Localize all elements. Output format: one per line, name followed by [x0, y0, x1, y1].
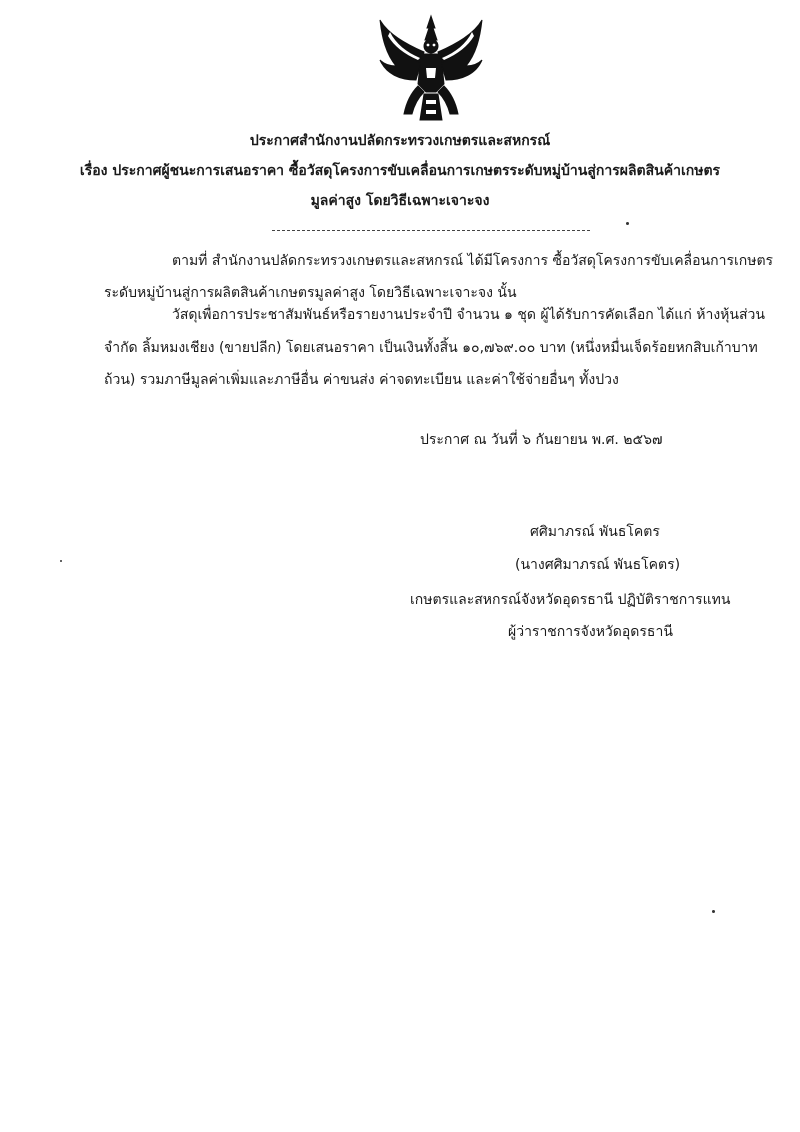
scan-speck	[626, 222, 629, 225]
body-paragraph-1-line-1: ตามที่ สำนักงานปลัดกระทรวงเกษตรและสหกรณ์ ได้มีโครงการ ซื้อวัสดุโครงการขับเคลื่อนการเกษตร	[172, 253, 774, 269]
body-paragraph-2-line-3: ถ้วน) รวมภาษีมูลค่าเพิ่มและภาษีอื่น ค่าขนส่ง ค่าจดทะเบียน และค่าใช้จ่ายอื่นๆ ทั้งปวง	[104, 372, 619, 388]
announcement-subject-continued: มูลค่าสูง โดยวิธีเฉพาะเจาะจง	[310, 193, 490, 209]
scan-speck	[60, 560, 62, 562]
announcement-subject: เรื่อง ประกาศผู้ชนะการเสนอราคา ซื้อวัสดุโครงการขับเคลื่อนการเกษตรระดับหมู่บ้านสู่การผลิตสินค้าเกษตร	[79, 163, 721, 179]
signature-position: เกษตรและสหกรณ์จังหวัดอุดรธานี ปฏิบัติราชการแทน	[410, 592, 731, 608]
garuda-emblem-icon	[376, 14, 486, 122]
body-paragraph-1-line-2: ระดับหมู่บ้านสู่การผลิตสินค้าเกษตรมูลค่าสูง โดยวิธีเฉพาะเจาะจง นั้น	[104, 285, 517, 301]
signature-on-behalf-of: ผู้ว่าราชการจังหวัดอุดรธานี	[508, 624, 673, 640]
signature-signed-name: ศศิมาภรณ์ พันธโคตร	[530, 524, 660, 540]
announcement-date: ประกาศ ณ วันที่ ๖ กันยายน พ.ศ. ๒๕๖๗	[420, 432, 663, 448]
announcement-title: ประกาศสำนักงานปลัดกระทรวงเกษตรและสหกรณ์	[249, 133, 551, 149]
header-divider	[272, 230, 590, 231]
body-paragraph-2-line-2: จำกัด ลิ้มหมงเชียง (ขายปลีก) โดยเสนอราคา เป็นเงินทั้งสิ้น ๑๐,๗๖๙.๐๐ บาท (หนึ่งหมื่นเจ็ดร้อยหกสิบเก้าบาท	[104, 340, 758, 356]
signature-full-name: (นางศศิมาภรณ์ พันธโคตร)	[515, 557, 681, 573]
scan-speck	[712, 910, 715, 913]
body-paragraph-2-line-1: วัสดุเพื่อการประชาสัมพันธ์หรือรายงานประจำปี จำนวน ๑ ชุด ผู้ได้รับการคัดเลือก ได้แก่ ห้างหุ้นส่วน	[172, 307, 765, 323]
